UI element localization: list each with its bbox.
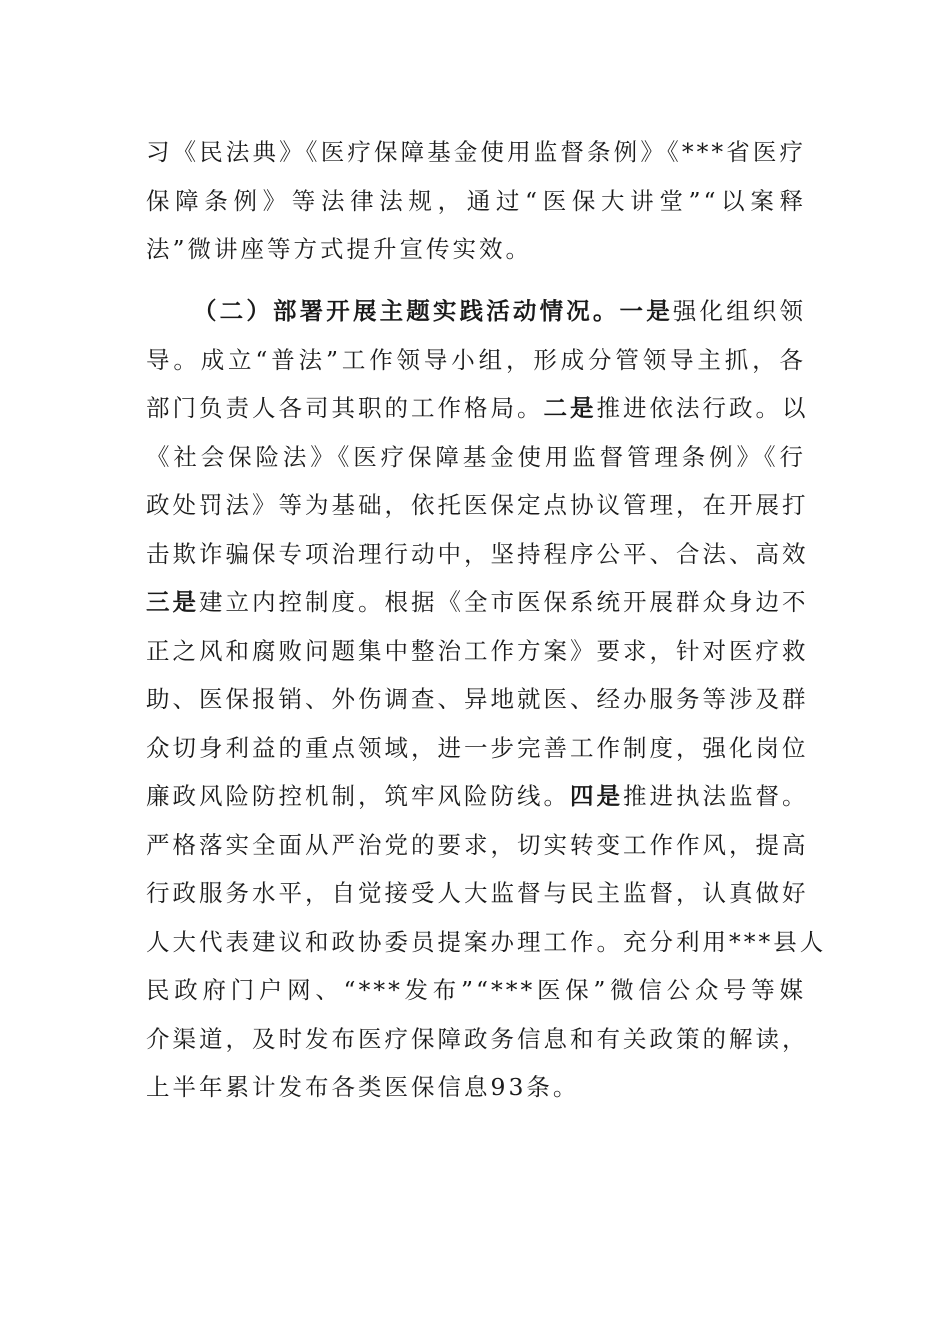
line-text: 推进依法行政。以 — [596, 394, 809, 422]
text-line: 严格落实全面从严治党的要求，切实转变工作作风，提高 — [146, 830, 809, 859]
point-lead: 三是 — [146, 588, 199, 616]
text-line — [146, 287, 806, 336]
line-text: 廉政风险防控机制，筑牢风险防线。 — [146, 782, 570, 810]
text-line — [146, 578, 809, 627]
line-text: 建立内控制度。根据《全市医保系统开展群众身边不 — [199, 588, 809, 616]
text-line: 众切身利益的重点领域，进一步完善工作制度，强化岗位 — [146, 733, 809, 762]
text-line: 导。成立“普法”工作领导小组，形成分管领导主抓，各 — [146, 345, 806, 374]
paragraph-2 — [146, 287, 827, 1112]
text-line: 行政服务水平，自觉接受人大监督与民主监督，认真做好 — [146, 879, 809, 907]
text-line: 政处罚法》等为基础，依托医保定点协议管理，在开展打 — [146, 491, 809, 519]
section-heading: （二）部署开展主题实践活动情况。 — [193, 297, 620, 325]
text-line: 保障条例》等法律法规，通过“医保大讲堂”“以案释 — [146, 186, 806, 215]
text-line: 上半年累计发布各类医保信息93条。 — [146, 1073, 580, 1101]
paragraph-1 — [146, 128, 806, 274]
point-lead: 一是 — [619, 297, 673, 325]
text-line: 介渠道，及时发布医疗保障政务信息和有关政策的解读， — [146, 1024, 809, 1053]
line-text: 强化组织领 — [672, 297, 807, 325]
text-line — [146, 384, 809, 433]
text-line: 《社会保险法》《医疗保障基金使用监督管理条例》《行 — [146, 442, 806, 471]
text-line: 正之风和腐败问题集中整治工作方案》要求，针对医疗救 — [146, 636, 809, 665]
point-lead: 二是 — [543, 394, 597, 422]
point-lead: 四是 — [570, 782, 623, 810]
text-line: 习《民法典》《医疗保障基金使用监督条例》《***省医疗 — [146, 138, 806, 166]
text-line: 助、医保报销、外伤调查、异地就医、经办服务等涉及群 — [146, 685, 809, 713]
line-text: 推进执法监督。 — [623, 782, 809, 810]
text-line: 击欺诈骗保专项治理行动中，坚持程序公平、合法、高效 — [146, 539, 809, 568]
text-line — [146, 772, 809, 821]
text-line: 民政府门户网、“***发布”“***医保”微信公众号等媒 — [146, 976, 806, 1004]
line-text: 部门负责人各司其职的工作格局。 — [146, 394, 544, 422]
text-line: 法”微讲座等方式提升宣传实效。 — [146, 235, 533, 263]
text-line: 人大代表建议和政协委员提案办理工作。充分利用***县人 — [146, 927, 827, 956]
